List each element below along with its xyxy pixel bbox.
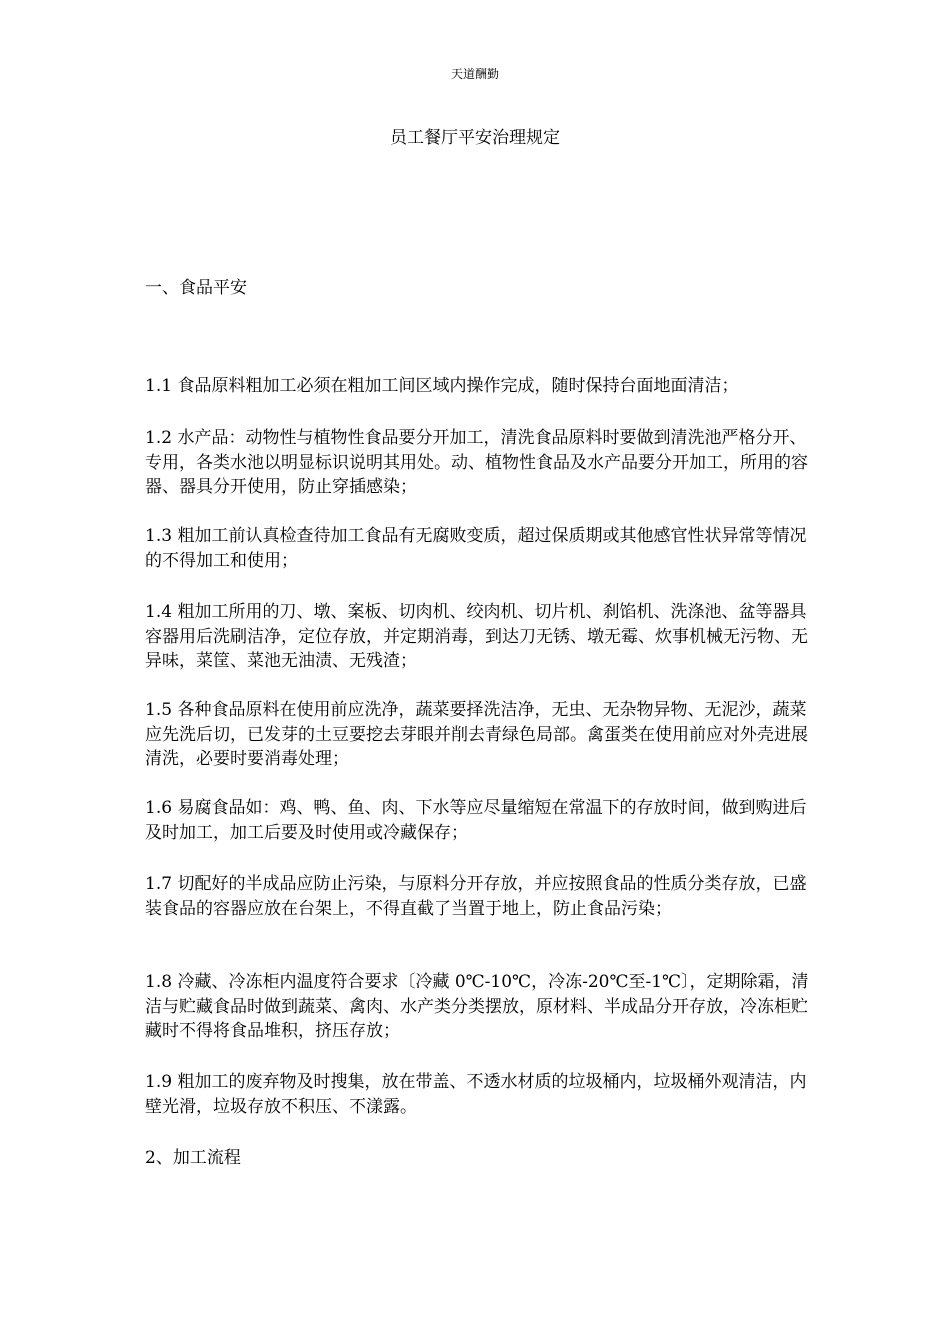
paragraph-1-1: 1.1 食品原料粗加工必须在粗加工间区域内操作完成，随时保持台面地面清洁； (145, 376, 739, 396)
section-heading-processing-flow: 2、加工流程 (145, 1148, 241, 1168)
paragraph-1-2: 1.2 水产品：动物性与植物性食品要分开加工，清洗食品原料时要做到清洗池严格分开、专用，各类水池以明显标识说明其用处。动、植物性食品及水产品要分开加工，所用的容器、器具分开使用，防止穿插感染； (145, 428, 808, 498)
section-heading-food-safety: 一、食品平安 (145, 278, 247, 298)
paragraph-1-5: 1.5 各种食品原料在使用前应洗净，蔬菜要择洗洁净，无虫、无杂物异物、无泥沙，蔬菜应先洗后切，已发芽的土豆要挖去芽眼并削去青绿色局部。禽蛋类在使用前应对外壳进展清洗，必要时要消毒处理； (145, 700, 808, 770)
paragraph-1-6: 1.6 易腐食品如：鸡、鸭、鱼、肉、下水等应尽量缩短在常温下的存放时间，做到购进后及时加工，加工后要及时使用或冷藏保存； (145, 798, 807, 843)
paragraph-1-9: 1.9 粗加工的废弃物及时搜集，放在带盖、不透水材质的垃圾桶内，垃圾桶外观清洁，内壁光滑，垃圾存放不积压、不漾露。 (145, 1072, 807, 1117)
page-header: 天道酬勤 (450, 67, 499, 81)
document-title: 员工餐厅平安治理规定 (390, 128, 560, 148)
paragraph-1-4: 1.4 粗加工所用的刀、墩、案板、切肉机、绞肉机、切片机、刹馅机、洗涤池、盆等器具容器用后洗刷洁净，定位存放，并定期消毒，到达刀无锈、墩无霉、炊事机械无污物、无异味，菜筐、菜池无油渍、无残渣； (145, 602, 808, 672)
paragraph-1-3: 1.3 粗加工前认真检查待加工食品有无腐败变质，超过保质期或其他感官性状异常等情况的不得加工和使用； (145, 526, 807, 571)
paragraph-1-8: 1.8 冷藏、冷冻柜内温度符合要求〔冷藏 0℃-10℃，冷冻-20℃至-1℃〕，定期除霜，清洁与贮藏食品时做到蔬菜、禽肉、水产类分类摆放，原材料、半成品分开存放，冷冻柜贮藏时不得将食品堆积，挤压存放； (145, 972, 809, 1042)
paragraph-1-7: 1.7 切配好的半成品应防止污染，与原料分开存放，并应按照食品的性质分类存放，已盛装食品的容器应放在台架上，不得直截了当置于地上，防止食品污染； (145, 874, 807, 919)
